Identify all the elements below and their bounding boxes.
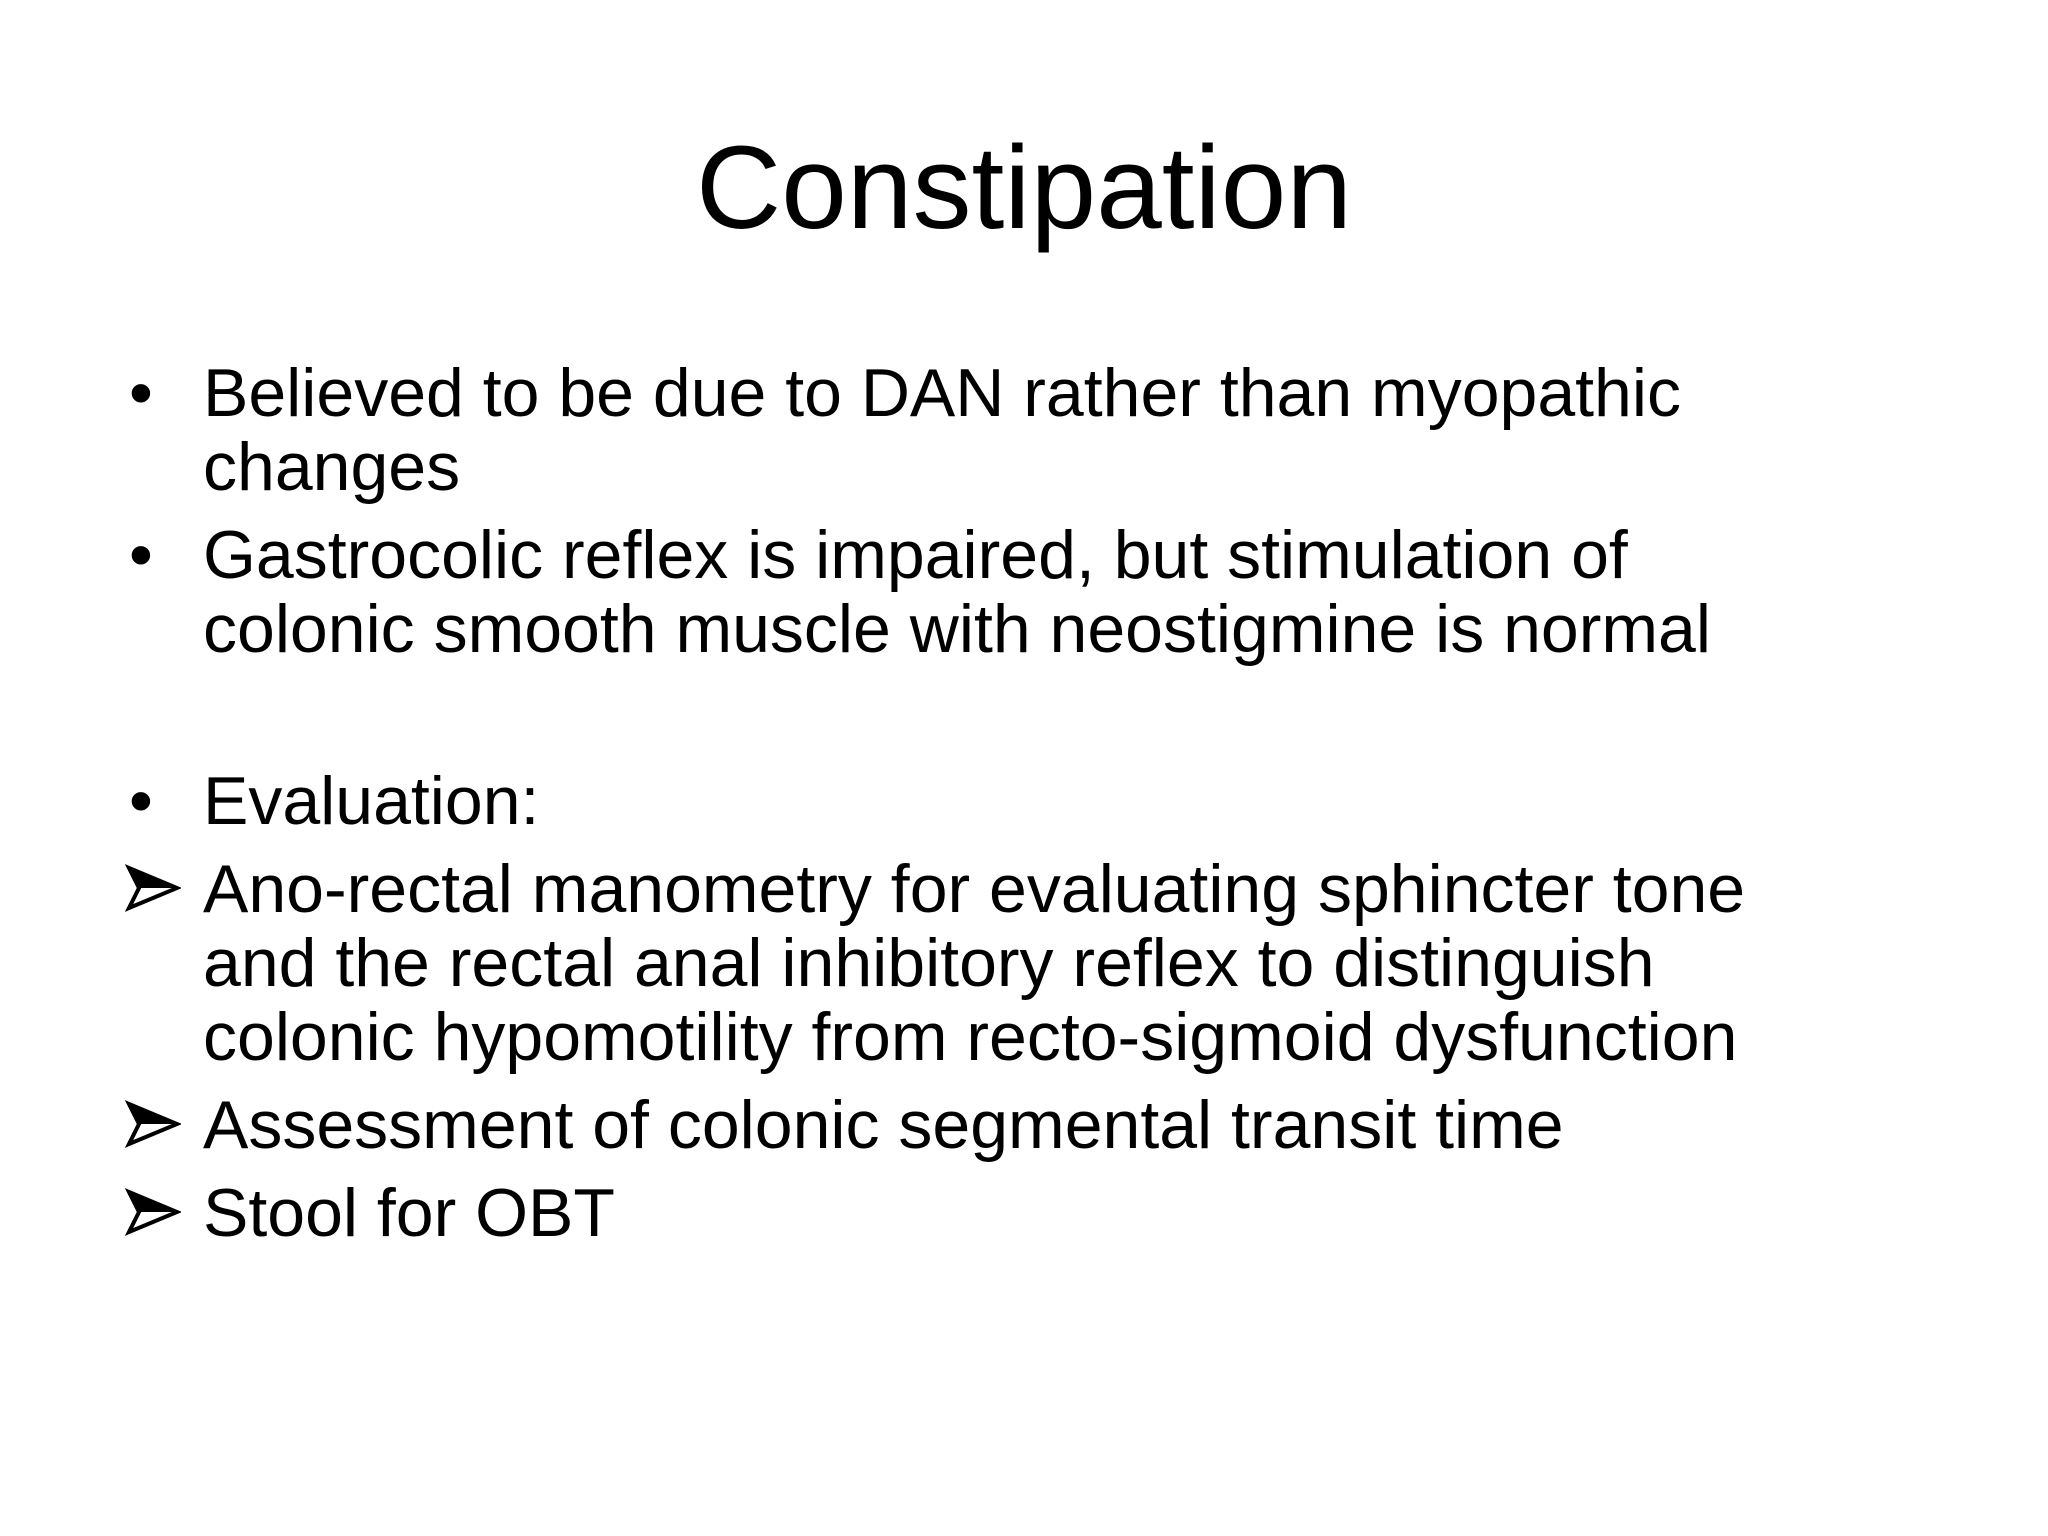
bullet-icon: •	[129, 763, 153, 839]
text-line: Assessment of colonic segmental transit time	[203, 1087, 1564, 1163]
subitem-text	[203, 852, 1965, 1074]
bullet-icon: •	[129, 355, 153, 431]
bullet-icon: •	[129, 517, 153, 593]
evaluation-subitem	[125, 852, 1965, 1074]
evaluation-label: Evaluation:	[203, 763, 540, 839]
bullet-item	[125, 356, 1965, 504]
text-line: colonic smooth muscle with neostigmine is normal	[203, 591, 1711, 667]
arrow-bullet-icon	[125, 1176, 195, 1236]
text-line: Believed to be due to DAN rather than myopathic	[203, 355, 1681, 431]
slide-title: Constipation	[696, 122, 1352, 254]
evaluation-subitem	[125, 1088, 1965, 1162]
arrow-bullet-icon	[125, 1088, 195, 1148]
text-line: colonic hypomotility from recto-sigmoid dysfunction	[203, 999, 1738, 1075]
bullet-item	[125, 518, 1965, 666]
text-line: Gastrocolic reflex is impaired, but stimulation of	[203, 517, 1628, 593]
bullet-text	[203, 518, 1965, 666]
text-line: changes	[203, 429, 461, 505]
text-line: and the rectal anal inhibitory reflex to distinguish	[203, 925, 1655, 1001]
text-line: Stool for OBT	[203, 1175, 615, 1251]
subitem-text	[203, 1088, 1965, 1162]
arrow-bullet-icon	[125, 852, 195, 912]
subitem-text	[203, 1176, 1965, 1250]
evaluation-heading	[125, 764, 1965, 838]
text-line: Ano-rectal manometry for evaluating sphincter tone	[203, 851, 1746, 927]
evaluation-subitem	[125, 1176, 1965, 1250]
slide-body	[125, 356, 1965, 1264]
spacer	[125, 680, 1965, 764]
bullet-text	[203, 356, 1965, 504]
